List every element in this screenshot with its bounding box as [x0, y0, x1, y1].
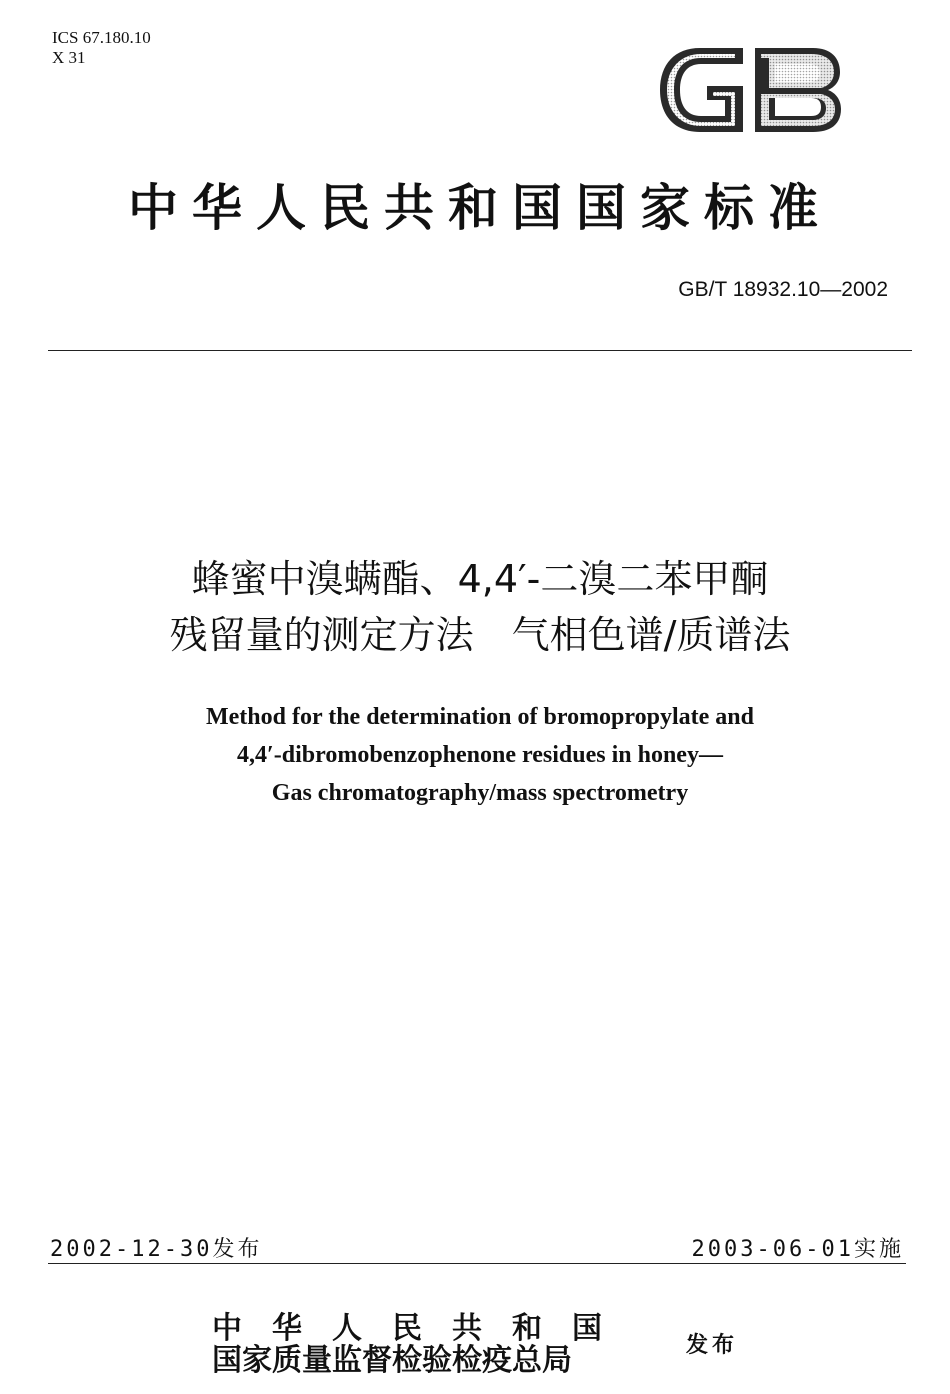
classification-codes [52, 28, 151, 68]
issuer-line2: 国家质量监督检验检疫总局 [212, 1343, 572, 1378]
ics-code: ICS 67.180.10 [52, 28, 151, 47]
national-standard-title: 中华人民共和国国家标准 [128, 178, 832, 237]
title-cn-line1: 蜂蜜中溴螨酯、4,4′-二溴二苯甲酮 [191, 557, 769, 601]
title-en-line3: Gas chromatography/mass spectrometry [271, 780, 689, 806]
issue-label: 发布 [686, 1332, 739, 1358]
title-cn-line2: 残留量的测定方法 气相色谱/质谱法 [169, 613, 791, 657]
implementation-date: 2003-06-01实施 [691, 1237, 904, 1262]
title-en-line2: 4,4′-dibromobenzophenone residues in honey— [237, 742, 723, 768]
issue-date: 2002-12-30发布 [50, 1237, 263, 1262]
header-divider [48, 350, 912, 351]
issuer-line1: 中华人民共和国 [212, 1311, 632, 1346]
title-en-line1: Method for the determination of bromopropylate and [206, 704, 754, 730]
standard-number: GB/T 18932.10—2002 [678, 278, 888, 301]
logo-text: GB [750, 100, 752, 101]
gb-standard-logo-icon [655, 40, 845, 140]
ccs-code: X 31 [52, 48, 86, 67]
footer-divider [48, 1263, 906, 1264]
